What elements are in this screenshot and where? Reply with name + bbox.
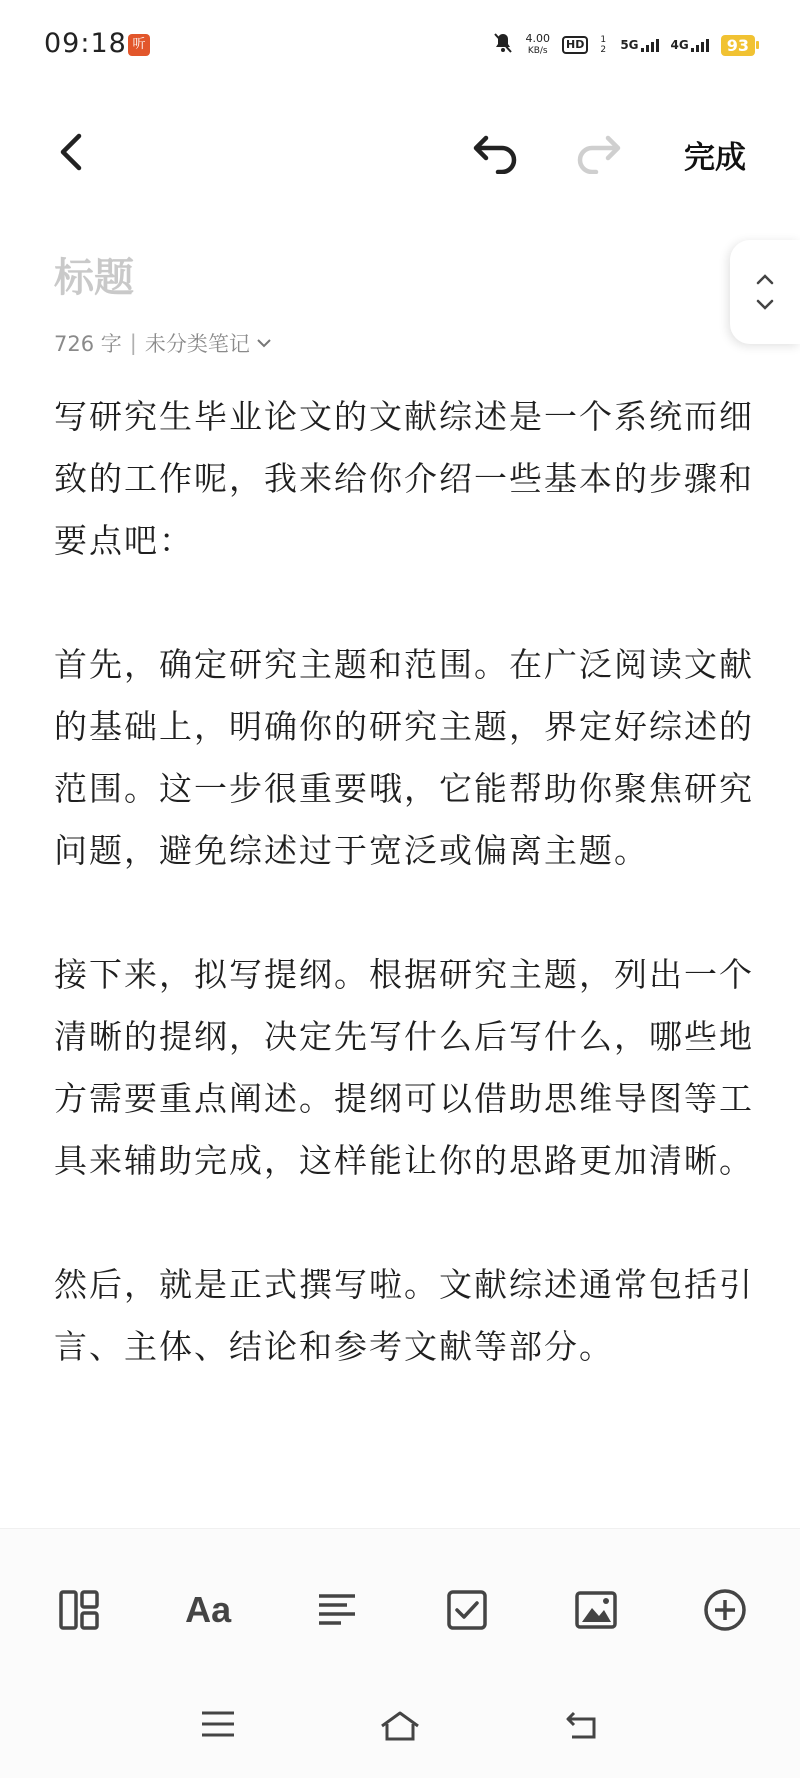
net-speed-unit: KB/s	[527, 46, 548, 56]
app-notification-icon: 听	[128, 34, 150, 56]
image-icon	[574, 1590, 618, 1630]
layout-button[interactable]	[54, 1585, 104, 1635]
hd-badge: HD	[562, 36, 588, 54]
align-button[interactable]	[312, 1585, 362, 1635]
status-indicators	[493, 28, 755, 62]
note-title-input[interactable]: 标题	[54, 255, 134, 301]
paragraph: 首先，确定研究主题和范围。在广泛阅读文献的基础上，明确你的研究主题，界定好综述的范围。这一步很重要哦，它能帮助你聚焦研究问题，避免综述过于宽泛或偏离主题。	[54, 645, 754, 870]
home-icon	[379, 1710, 421, 1742]
checkbox-icon	[446, 1589, 488, 1631]
recent-apps-button[interactable]	[200, 1710, 236, 1746]
signal-4g	[671, 38, 709, 52]
battery-level: 93	[721, 35, 755, 56]
signal-5g-label: 5G	[620, 38, 639, 52]
home-button[interactable]	[379, 1710, 421, 1746]
add-more-button[interactable]	[700, 1585, 750, 1635]
undo-icon	[472, 130, 520, 174]
back-button[interactable]	[50, 130, 90, 174]
note-body-editor[interactable]	[54, 386, 754, 1440]
sim-label: 1 2	[600, 35, 607, 55]
insert-image-button[interactable]	[571, 1585, 621, 1635]
redo-icon	[574, 130, 622, 174]
paragraph: 写研究生毕业论文的文献综述是一个系统而细致的工作呢，我来给你介绍一些基本的步骤和要点吧：	[54, 397, 754, 560]
done-button[interactable]: 完成	[684, 140, 746, 176]
chevron-up-icon	[755, 272, 775, 286]
system-back-button[interactable]	[564, 1710, 600, 1746]
text-format-button[interactable]: Aa	[185, 1589, 232, 1630]
category-label: 未分类笔记	[144, 332, 250, 356]
signal-bars-icon	[641, 38, 659, 52]
mute-icon	[493, 32, 513, 58]
paragraph: 接下来，拟写提纲。根据研究主题，列出一个清晰的提纲，决定先写什么后写什么，哪些地方需要重点阐述。提纲可以借助思维导图等工具来辅助完成，这样能让你的思路更加清晰。	[54, 955, 754, 1180]
signal-5g	[620, 38, 658, 52]
signal-bars-icon	[691, 38, 709, 52]
undo-button[interactable]	[470, 126, 522, 178]
paragraph: 然后，就是正式撰写啦。文献综述通常包括引言、主体、结论和参考文献等部分。	[54, 1265, 754, 1366]
redo-button[interactable]	[572, 126, 624, 178]
net-speed	[525, 33, 550, 57]
meta-separator: |	[129, 331, 137, 355]
signal-4g-label: 4G	[670, 38, 689, 52]
scroll-handle[interactable]	[730, 240, 800, 344]
back-icon	[564, 1710, 600, 1740]
chevron-down-icon	[755, 298, 775, 312]
status-time: 09:18	[44, 28, 127, 59]
chevron-down-icon	[256, 337, 272, 349]
format-toolbar	[0, 1528, 800, 1679]
add-icon	[703, 1588, 747, 1632]
chevron-left-icon	[57, 132, 83, 172]
net-speed-value: 4.00	[525, 32, 550, 45]
system-nav-bar	[0, 1678, 800, 1778]
layout-icon	[58, 1589, 100, 1631]
category-selector[interactable]	[145, 328, 272, 358]
align-icon	[317, 1592, 357, 1628]
note-meta	[54, 328, 272, 358]
checklist-button[interactable]	[442, 1585, 492, 1635]
word-count: 726 字	[54, 332, 122, 356]
menu-icon	[200, 1710, 236, 1738]
